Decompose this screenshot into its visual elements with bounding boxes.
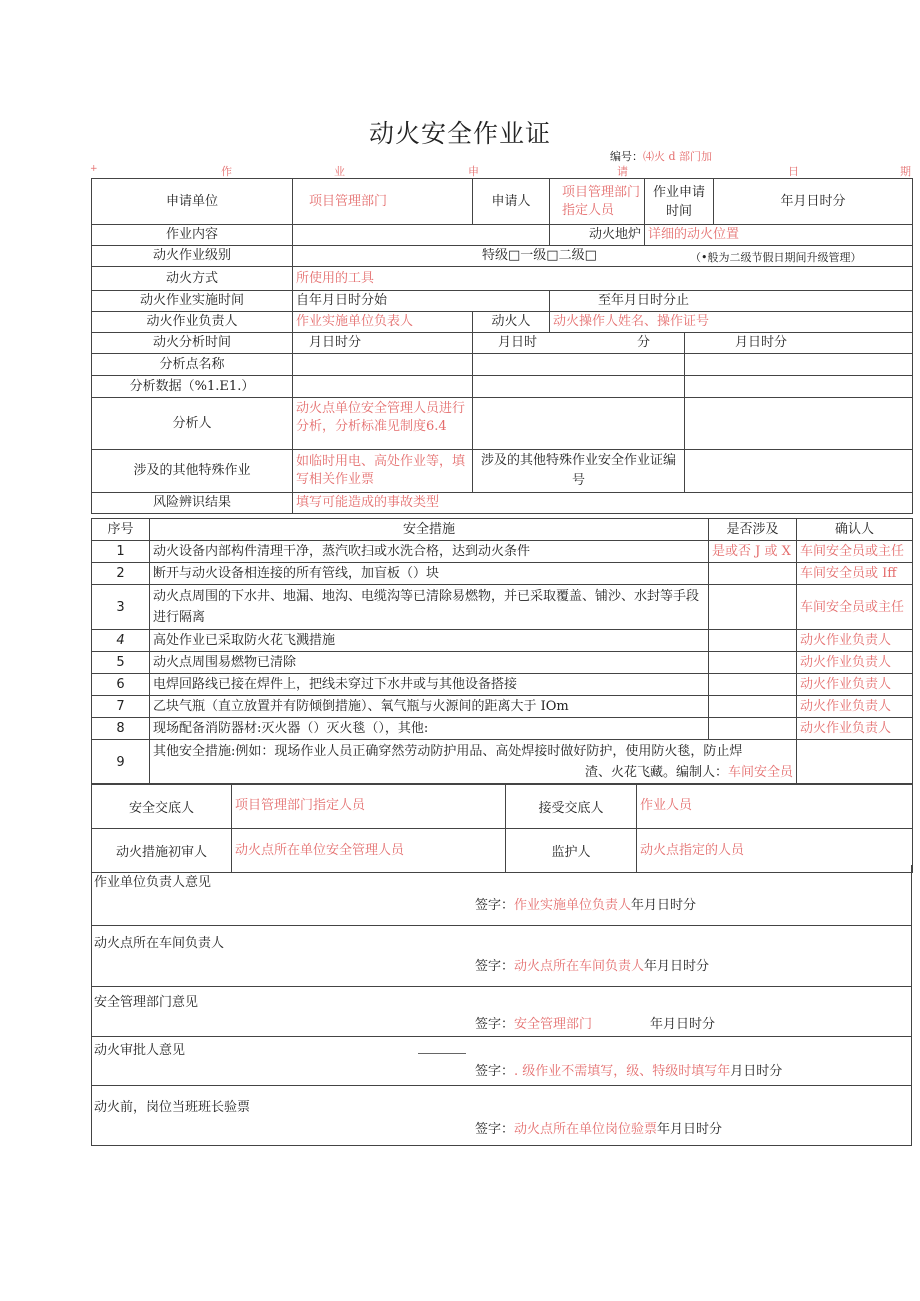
point-field-3[interactable] [685,354,913,376]
data-label: 分析数据（%1.E1.） [92,376,293,398]
page-title: 动火安全作业证 [368,119,551,148]
period-to-field[interactable]: 至年月日时分止 [550,291,913,312]
analyst-field-2[interactable] [473,398,685,450]
method-label: 动火方式 [92,267,293,291]
applicant-unit-label: 申请单位 [92,179,293,225]
application-date-bar: 作 业 申 请 日 期 [221,165,911,178]
risk-label: 风险辨识结果 [92,493,293,514]
confirmer-field[interactable]: 车间安全员或主任 [797,585,913,630]
level-note: （•般为二级节假日期间升级管理） [690,251,862,264]
worker-field[interactable]: 动火操作人姓名、操作证号 [550,312,913,333]
confirmer-field[interactable]: 动火作业负责人 [797,674,913,696]
apply-time-field[interactable]: 年月日时分 [714,179,913,225]
confirmer-field[interactable]: 车间安全员或主任 [797,541,913,563]
confirmer-field[interactable]: 车间安全员或 Iff [797,563,913,585]
safety-measures-table [91,518,913,785]
discloser-label: 安全交底人 [92,784,232,829]
confirmer-field[interactable]: 动火作业负责人 [797,630,913,652]
serial-number: 编号：⑷火 d 部门加 [610,150,713,163]
receiver-field[interactable]: 作业人员 [637,784,913,829]
analyst-label: 分析人 [92,398,293,450]
period-label: 动火作业实施时间 [92,291,293,312]
table-row: 5 动火点周围易燃物已清除 动火作业负责人 [92,652,913,674]
permit-form-table [91,178,913,514]
applicant-label: 申请人 [473,179,550,225]
table-row: 6 电焊回路线已接在焊件上，把线未穿过下水井或与其他设备搭接 动火作业负责人 [92,674,913,696]
signature-field[interactable]: 签字：. 级作业不需填写，级、特级时填写年月日时分 [475,1064,783,1079]
period-from-field[interactable]: 自年月日时分始 [293,291,550,312]
approver-opinion: 动火审批人意见 签字：. 级作业不需填写，级、特级时填写年月日时分 [91,1037,912,1086]
header-involved: 是否涉及 [709,519,797,541]
leader-field[interactable]: 作业实施单位负表人 [293,312,473,333]
signature-field[interactable]: 签字：动火点所在车间负责人年月日时分 [475,959,710,974]
level-label: 动火作业级别 [92,246,293,267]
signature-field[interactable]: 签字：动火点所在单位岗位验票年月日时分 [475,1122,723,1137]
data-field-1[interactable] [293,376,473,398]
confirmer-field[interactable]: 动火作业负责人 [797,696,913,718]
analyst-field-3[interactable] [685,398,913,450]
signature-field[interactable]: 签字：安全管理部门 年月日时分 [475,1017,716,1032]
content-field[interactable] [293,225,550,246]
risk-field[interactable]: 填写可能造成的事故类型 [293,493,913,514]
leader-label: 动火作业负责人 [92,312,293,333]
table-row: 2 断开与动火设备相连接的所有管线，加盲板（）块 车间安全员或 Iff [92,563,913,585]
handover-table [91,783,913,873]
involved-field[interactable] [709,696,797,718]
table-row: 4 高处作业已采取防火花飞溅措施 动火作业负责人 [92,630,913,652]
guardian-label: 监护人 [506,829,637,873]
involved-field[interactable]: 是或否 J 或 X [709,541,797,563]
signature-field[interactable]: 签字：作业实施单位负责人年月日时分 [475,898,697,913]
apply-time-label: 作业申请时间 [645,179,714,225]
confirmer-field[interactable] [797,740,913,785]
table-row: 7 乙块气瓶（直立放置并有防倾倒措施）、氧气瓶与火源间的距离大于 IOm 动火作业负责人 [92,696,913,718]
analysis-time-label: 动火分析时间 [92,333,293,354]
divider [418,1053,466,1054]
analysis-time-3[interactable]: 月日时分 [685,333,913,354]
involved-field[interactable] [709,652,797,674]
guardian-field[interactable]: 动火点指定的人员 [637,829,913,873]
plus-mark: + [90,164,98,174]
header-confirmer: 确认人 [797,519,913,541]
point-label: 分析点名称 [92,354,293,376]
analysis-time-2[interactable]: 月日时 分 [473,333,685,354]
special-field[interactable]: 如临时用电、高处作业等，填写相关作业票 [293,450,473,493]
involved-field[interactable] [709,718,797,740]
special-no-label: 涉及的其他特殊作业安全作业证编号 [473,450,685,493]
location-label: 动火地炉 [550,225,645,246]
shift-leader-verification: 动火前，岗位当班班长验票 签字：动火点所在单位岗位验票年月日时分 [91,1086,912,1146]
worker-label: 动火人 [473,312,550,333]
special-no-field[interactable] [685,450,913,493]
involved-field[interactable] [709,585,797,630]
table-row: 3 动火点周围的下水井、地漏、地沟、电缆沟等已清除易燃物，并已采取覆盖、铺沙、水封等手段进行隔离 车间安全员或主任 [92,585,913,630]
involved-field[interactable] [709,563,797,585]
header-measure: 安全措施 [150,519,709,541]
location-field[interactable]: 详细的动火位置 [645,225,913,246]
level-options[interactable]: 特级□一级□二级□ [482,248,597,263]
method-field[interactable]: 所使用的工具 [293,267,913,291]
other-measures-text: 其他安全措施:例如：现场作业人员正确穿然劳动防护用品、高处焊接时做好防护，使用防火毯，防止焊 渣、火花飞藏。编制人：车间安全员 [150,740,797,785]
special-label: 涉及的其他特殊作业 [92,450,293,493]
reviewer-field[interactable]: 动火点所在单位安全管理人员 [232,829,506,873]
content-label: 作业内容 [92,225,293,246]
involved-field[interactable] [709,630,797,652]
analyst-field[interactable]: 动火点单位安全管理人员进行分析，分析标准见制度6.4 [293,398,473,450]
involved-field[interactable] [709,674,797,696]
header-no: 序号 [92,519,150,541]
unit-leader-opinion: 作业单位负责人意见 签字：作业实施单位负责人年月日时分 [91,865,912,926]
analysis-time-1[interactable]: 月日时分 [293,333,473,354]
confirmer-field[interactable]: 动火作业负责人 [797,718,913,740]
data-field-3[interactable] [685,376,913,398]
applicant-field[interactable]: 项目管理部门指定人员 [550,179,645,225]
confirmer-field[interactable]: 动火作业负责人 [797,652,913,674]
table-row: 1 动火设备内部构件清理干净，蒸汽吹扫或水洗合格，达到动火条件 是或否 J 或 X 车间安全员或主任 [92,541,913,563]
reviewer-label: 动火措施初审人 [92,829,232,873]
applicant-unit-field[interactable]: 项目管理部门 [293,179,473,225]
point-field-2[interactable] [473,354,685,376]
receiver-label: 接受交底人 [506,784,637,829]
level-field[interactable] [293,246,913,267]
data-field-2[interactable] [473,376,685,398]
point-field-1[interactable] [293,354,473,376]
safety-dept-opinion: 安全管理部门意见 签字：安全管理部门 年月日时分 [91,987,912,1037]
discloser-field[interactable]: 项目管理部门指定人员 [232,784,506,829]
table-row: 8 现场配备消防器材:灭火器（）灭火毯（），其他: 动火作业负责人 [92,718,913,740]
table-row: 9 其他安全措施:例如：现场作业人员正确穿然劳动防护用品、高处焊接时做好防护，使用防火毯，防止焊 渣、火花飞藏。编制人：车间安全员 [92,740,913,785]
workshop-leader-opinion: 动火点所在车间负责人 签字：动火点所在车间负责人年月日时分 [91,926,912,987]
